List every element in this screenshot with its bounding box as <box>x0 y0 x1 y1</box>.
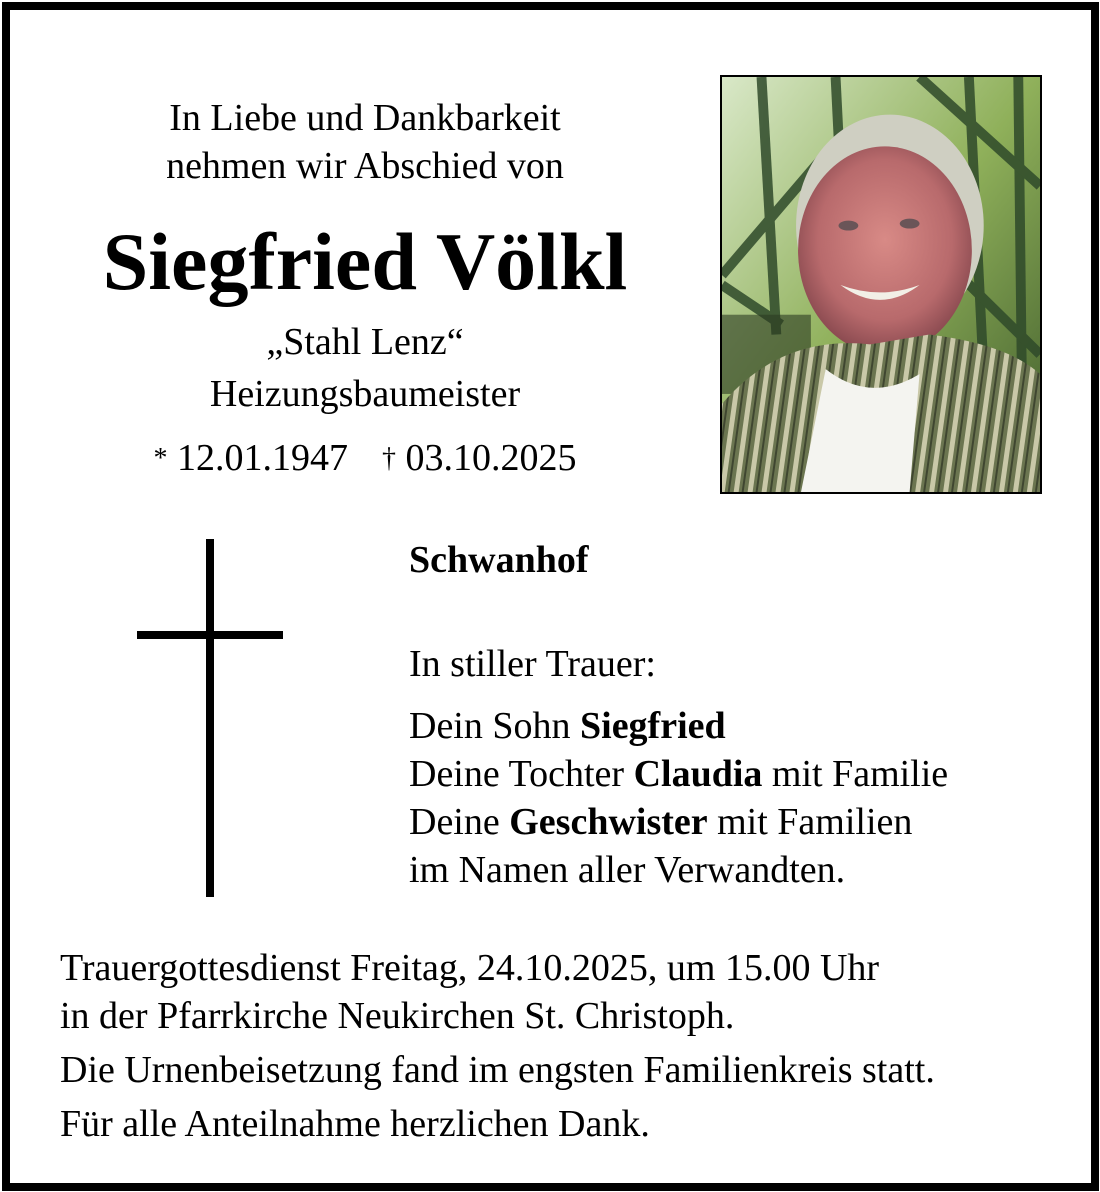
portrait-image <box>722 77 1040 492</box>
intro-line-1: In Liebe und Dankbarkeit <box>169 97 561 139</box>
deceased-nickname: „Stahl Lenz“ <box>266 321 464 363</box>
birth-star-icon: * <box>153 443 168 474</box>
death-dagger-icon: † <box>382 443 396 474</box>
cross-icon-bar <box>137 631 283 639</box>
intro-line-2: nehmen wir Abschied von <box>166 145 564 187</box>
mourning-heading: In stiller Trauer: <box>409 643 656 685</box>
mourner-name: Siegfried <box>580 705 726 747</box>
deceased-name: Siegfried Völkl <box>102 216 628 307</box>
thanks-note: Für alle Anteilnahme herzlichen Dank. <box>60 1103 650 1145</box>
deceased-profession: Heizungsbaumeister <box>209 373 521 415</box>
cross-icon <box>206 539 214 897</box>
mourner-name: Claudia <box>633 753 763 795</box>
place-name: Schwanhof <box>409 539 589 581</box>
mourner-line: Deine Geschwister mit Familien <box>409 801 913 843</box>
intro-text <box>60 94 670 190</box>
birth-date: 12.01.1947 <box>177 437 348 479</box>
portrait-photo <box>720 75 1042 494</box>
life-dates <box>60 434 670 483</box>
mourner-line: Deine Tochter Claudia mit Familie <box>409 753 949 795</box>
death-date: 03.10.2025 <box>405 437 577 479</box>
mourner-line: im Namen aller Verwandten. <box>409 849 846 891</box>
service-info-line-2: in der Pfarrkirche Neukirchen St. Christoph. <box>60 995 735 1037</box>
mourners-list <box>409 702 948 894</box>
urn-note: Die Urnenbeisetzung fand im engsten Familienkreis statt. <box>60 1049 935 1091</box>
service-info-line-1: Trauergottesdienst Freitag, 24.10.2025, um 15.00 Uhr <box>60 947 880 989</box>
mourner-line: Dein Sohn Siegfried <box>409 705 726 747</box>
mourner-name: Geschwister <box>509 801 708 843</box>
